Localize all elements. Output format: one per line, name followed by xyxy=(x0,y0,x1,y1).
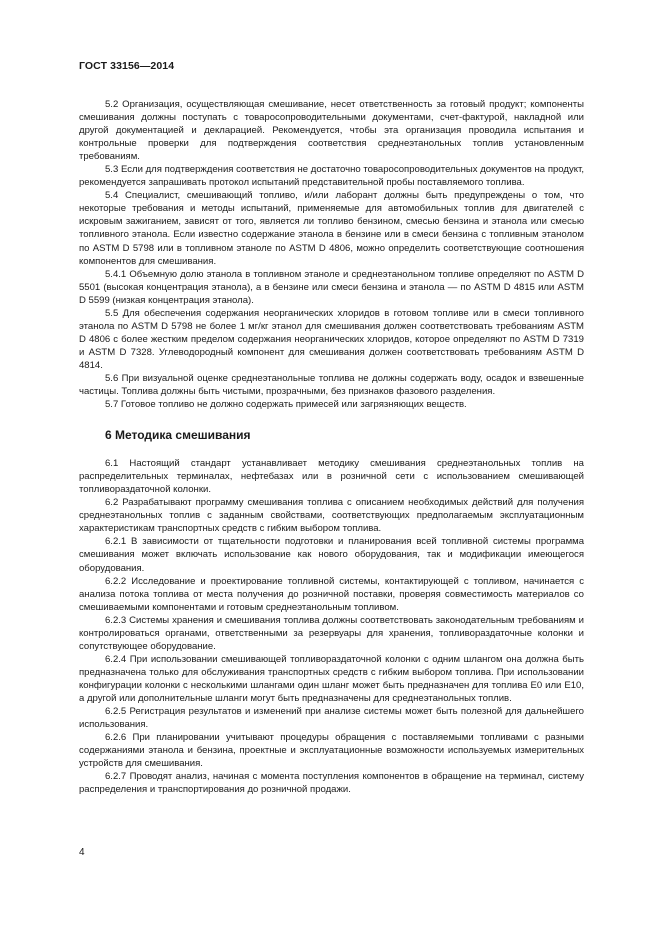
standard-header: ГОСТ 33156—2014 xyxy=(79,60,175,72)
paragraph-6-2-3: 6.2.3 Системы хранения и смешивания топлива должны соответствовать законодательным требованиям и контролироваться органами, ответственными за резервуары для хранения, топливораздаточные колонки и сопутствующее оборудование. xyxy=(79,614,584,652)
paragraph-5-7: 5.7 Готовое топливо не должно содержать примесей или загрязняющих веществ. xyxy=(105,399,467,411)
paragraph-5-5: 5.5 Для обеспечения содержания неорганических хлоридов в готовом топливе или в смеси топливного этанола по ASTM D 5798 не более 1 мг/кг этанол для смешивания должен соответствовать требованиям ASTM D 4806 с более жестким пределом содержания неорганических хлоридов, которое определяют по ASTM D 7319 и ASTM D 7328. Углеводородный компонент для смешивания должен соответствовать требованиям ASTM D 4814. xyxy=(79,307,584,371)
paragraph-5-6: 5.6 При визуальной оценке среднеэтанольные топлива не должны содержать воду, осадок и взвешенные частицы. Топлива должны быть чистыми, прозрачными, без признаков фазового разделения. xyxy=(79,372,584,398)
paragraph-6-2-6: 6.2.6 При планировании учитывают процедуры обращения с поставляемыми топливами с разными содержаниями этанола и бензина, проектные и эксплуатационные возможности используемых измерительных устройств для смешивания. xyxy=(79,732,584,770)
page-number: 4 xyxy=(79,847,85,858)
paragraph-6-2-4: 6.2.4 При использовании смешивающей топливораздаточной колонки с одним шлангом она должна быть предназначена только для обслуживания транспортных средств с гибким выбором топлива. При использовании конфигурации колонки с несколькими шлангами один шланг может быть предназначен для топлива Е0 или Е10, а другой или дополнительные шланги могут быть предназначены для среднеэтанольных топлив. xyxy=(79,653,584,704)
paragraph-6-2-2: 6.2.2 Исследование и проектирование топливной системы, контактирующей с топливом, начинается с анализа потока топлива от места получения до розничной поставки, проверяя совместимость материалов со смешиваемыми компонентами и готовым среднеэтанольным топливом. xyxy=(79,575,584,613)
page-content xyxy=(79,98,584,796)
paragraph-5-3: 5.3 Если для подтверждения соответствия не достаточно товаросопроводительных документов на продукт, рекомендуется запрашивать протокол испытаний представительной пробы поставляемого топлива. xyxy=(79,164,584,189)
paragraph-6-2: 6.2 Разрабатывают программу смешивания топлива с описанием необходимых действий для получения среднеэтанольных топлив с заданным свойствами, соответствующих предполагаемым эксплуатационным характеристикам транспортных средств с гибким выбором топлива. xyxy=(79,497,584,535)
paragraph-6-1: 6.1 Настоящий стандарт устанавливает методику смешивания среднеэтанольных топлив на распределительных терминалах, нефтебазах или в розничной сети с использованием смешивающей топливораздаточной колонки. xyxy=(79,458,584,496)
paragraph-6-2-1: 6.2.1 В зависимости от тщательности подготовки и планирования всей топливной системы программа смешивания может включать использование как нового оборудования, так и модификации имеющегося оборудования. xyxy=(79,536,584,574)
paragraph-5-2: 5.2 Организация, осуществляющая смешивание, несет ответственность за готовый продукт; компоненты смешивания должны поступать с товаросопроводительными документами, счет-фактурой, накладной или другой документацией и декларацией. Рекомендуется, чтобы эта организация проводила испытания и контрольные проверки для подтверждения соответствия среднеэтанольных топлив установленным требованиям. xyxy=(79,99,584,163)
section-6-heading: 6 Методика смешивания xyxy=(105,428,251,443)
paragraph-5-4-1: 5.4.1 Объемную долю этанола в топливном этаноле и среднеэтанольном топливе определяют по ASTM D 5501 (высокая концентрация этанола), а в бензине или смеси бензина и этанола — по ASTM D 4815 или ASTM D 5599 (низкая концентрация этанола). xyxy=(79,268,584,306)
paragraph-6-2-7: 6.2.7 Проводят анализ, начиная с момента поступления компонентов в обращение на терминал, систему распределения и транспортирования до розничной продажи. xyxy=(79,771,584,796)
paragraph-6-2-5: 6.2.5 Регистрация результатов и изменений при анализе системы может быть полезной для дальнейшего использования. xyxy=(79,706,584,731)
paragraph-5-4: 5.4 Специалист, смешивающий топливо, и/или лаборант должны быть предупреждены о том, что некоторые требования и методы испытаний, применяемые для автомобильных топлив для двигателей с искровым зажиганием, зависят от того, является ли топливо бензином, смесью бензина и этанола или смесью топливного этанола. Если известно содержание этанола в бензине или в смеси бензина с топливным этанолом по ASTM D 5798 или в топливном этаноле по ASTM D 4806, можно определить соответствующие соотношения компонентов для смешивания. xyxy=(79,190,584,267)
